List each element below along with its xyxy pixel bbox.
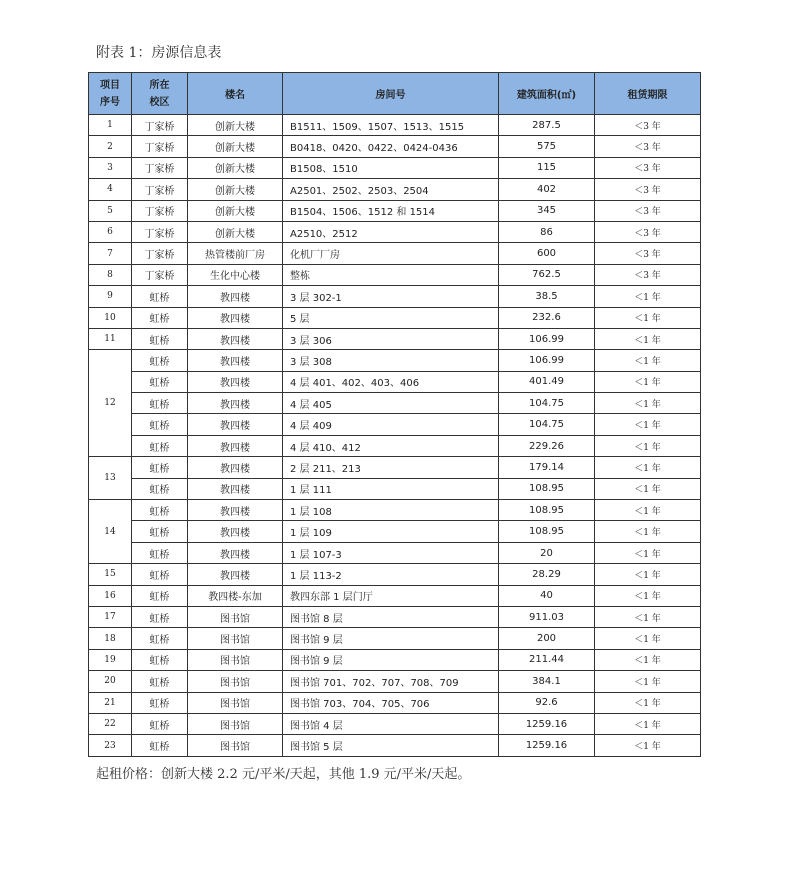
area-cell: 232.6 <box>499 307 595 328</box>
room-cell: 4 层 401、402、403、406 <box>283 371 499 392</box>
campus-cell: 虹桥 <box>132 671 188 692</box>
room-cell: 1 层 108 <box>283 500 499 521</box>
table-row <box>89 371 701 392</box>
term-cell: ＜1 年 <box>595 606 701 627</box>
term-cell: ＜1 年 <box>595 671 701 692</box>
building-cell: 教四楼 <box>188 393 283 414</box>
item-no-cell: 17 <box>89 606 132 627</box>
campus-cell: 虹桥 <box>132 735 188 756</box>
item-no-cell: 19 <box>89 649 132 670</box>
item-no-cell: 23 <box>89 735 132 756</box>
item-no-cell: 20 <box>89 671 132 692</box>
area-cell: 86 <box>499 221 595 242</box>
area-cell: 179.14 <box>499 457 595 478</box>
area-cell: 40 <box>499 585 595 606</box>
area-cell: 401.49 <box>499 371 595 392</box>
table-row <box>89 542 701 563</box>
table-row <box>89 521 701 542</box>
room-cell: B1511、1509、1507、1513、1515 <box>283 115 499 136</box>
building-cell: 教四楼 <box>188 307 283 328</box>
area-cell: 108.95 <box>499 521 595 542</box>
room-info-table <box>88 72 701 757</box>
building-cell: 创新大楼 <box>188 157 283 178</box>
campus-cell: 丁家桥 <box>132 136 188 157</box>
building-cell: 教四楼 <box>188 328 283 349</box>
room-cell: B0418、0420、0422、0424-0436 <box>283 136 499 157</box>
table-row <box>89 564 701 585</box>
area-cell: 92.6 <box>499 692 595 713</box>
table-row <box>89 713 701 734</box>
item-no-cell: 22 <box>89 713 132 734</box>
campus-cell: 虹桥 <box>132 500 188 521</box>
campus-cell: 虹桥 <box>132 435 188 456</box>
term-cell: ＜3 年 <box>595 221 701 242</box>
building-cell: 生化中心楼 <box>188 264 283 285</box>
term-cell: ＜3 年 <box>595 136 701 157</box>
room-cell: 化机厂厂房 <box>283 243 499 264</box>
area-cell: 287.5 <box>499 115 595 136</box>
term-cell: ＜3 年 <box>595 115 701 136</box>
campus-cell: 虹桥 <box>132 371 188 392</box>
area-cell: 762.5 <box>499 264 595 285</box>
room-cell: 图书馆 9 层 <box>283 649 499 670</box>
area-cell: 600 <box>499 243 595 264</box>
header-room: 房间号 <box>283 73 499 115</box>
item-no-cell: 13 <box>89 457 132 500</box>
term-cell: ＜1 年 <box>595 307 701 328</box>
building-cell: 教四楼 <box>188 414 283 435</box>
term-cell: ＜3 年 <box>595 264 701 285</box>
building-cell: 教四楼-东加 <box>188 585 283 606</box>
item-no-cell: 2 <box>89 136 132 157</box>
table-row <box>89 585 701 606</box>
term-cell: ＜1 年 <box>595 564 701 585</box>
building-cell: 图书馆 <box>188 606 283 627</box>
room-cell: 2 层 211、213 <box>283 457 499 478</box>
room-cell: 1 层 107-3 <box>283 542 499 563</box>
room-cell: 3 层 302-1 <box>283 286 499 307</box>
area-cell: 104.75 <box>499 393 595 414</box>
room-cell: 1 层 111 <box>283 478 499 499</box>
item-no-cell: 1 <box>89 115 132 136</box>
area-cell: 211.44 <box>499 649 595 670</box>
header-campus-line2: 校区 <box>149 96 170 108</box>
room-cell: 整栋 <box>283 264 499 285</box>
campus-cell: 丁家桥 <box>132 243 188 264</box>
item-no-cell: 10 <box>89 307 132 328</box>
term-cell: ＜1 年 <box>595 393 701 414</box>
term-cell: ＜1 年 <box>595 478 701 499</box>
table-row <box>89 649 701 670</box>
building-cell: 教四楼 <box>188 564 283 585</box>
building-cell: 图书馆 <box>188 671 283 692</box>
item-no-cell: 6 <box>89 221 132 242</box>
campus-cell: 虹桥 <box>132 350 188 371</box>
room-cell: 图书馆 9 层 <box>283 628 499 649</box>
item-no-cell: 4 <box>89 179 132 200</box>
campus-cell: 虹桥 <box>132 393 188 414</box>
term-cell: ＜1 年 <box>595 286 701 307</box>
term-cell: ＜1 年 <box>595 713 701 734</box>
term-cell: ＜1 年 <box>595 649 701 670</box>
item-no-cell: 18 <box>89 628 132 649</box>
room-cell: 3 层 308 <box>283 350 499 371</box>
room-cell: 1 层 113-2 <box>283 564 499 585</box>
campus-cell: 虹桥 <box>132 414 188 435</box>
header-item-no-line1: 项目 <box>100 79 120 91</box>
campus-cell: 虹桥 <box>132 286 188 307</box>
room-cell: 图书馆 701、702、707、708、709 <box>283 671 499 692</box>
area-cell: 345 <box>499 200 595 221</box>
table-row <box>89 243 701 264</box>
table-row <box>89 264 701 285</box>
table-row <box>89 393 701 414</box>
building-cell: 图书馆 <box>188 735 283 756</box>
table-row <box>89 307 701 328</box>
area-cell: 20 <box>499 542 595 563</box>
table-row <box>89 671 701 692</box>
area-cell: 1259.16 <box>499 735 595 756</box>
term-cell: ＜1 年 <box>595 371 701 392</box>
room-cell: B1508、1510 <box>283 157 499 178</box>
item-no-cell: 15 <box>89 564 132 585</box>
building-cell: 图书馆 <box>188 649 283 670</box>
table-header-row <box>89 73 701 115</box>
area-cell: 104.75 <box>499 414 595 435</box>
campus-cell: 虹桥 <box>132 606 188 627</box>
room-cell: A2510、2512 <box>283 221 499 242</box>
campus-cell: 丁家桥 <box>132 200 188 221</box>
area-cell: 575 <box>499 136 595 157</box>
table-row <box>89 735 701 756</box>
term-cell: ＜1 年 <box>595 350 701 371</box>
table-row <box>89 414 701 435</box>
table-body <box>89 115 701 757</box>
campus-cell: 丁家桥 <box>132 221 188 242</box>
table-row <box>89 157 701 178</box>
item-no-cell: 3 <box>89 157 132 178</box>
table-row <box>89 221 701 242</box>
area-cell: 200 <box>499 628 595 649</box>
room-cell: B1504、1506、1512 和 1514 <box>283 200 499 221</box>
header-item-no-line2: 序号 <box>100 96 120 108</box>
table-row <box>89 115 701 136</box>
room-cell: 4 层 410、412 <box>283 435 499 456</box>
building-cell: 创新大楼 <box>188 179 283 200</box>
room-cell: 4 层 405 <box>283 393 499 414</box>
room-cell: 图书馆 4 层 <box>283 713 499 734</box>
area-cell: 106.99 <box>499 350 595 371</box>
term-cell: ＜1 年 <box>595 457 701 478</box>
campus-cell: 虹桥 <box>132 521 188 542</box>
campus-cell: 虹桥 <box>132 585 188 606</box>
term-cell: ＜1 年 <box>595 414 701 435</box>
campus-cell: 虹桥 <box>132 542 188 563</box>
table-row <box>89 286 701 307</box>
area-cell: 229.26 <box>499 435 595 456</box>
room-cell: 图书馆 703、704、705、706 <box>283 692 499 713</box>
table-row <box>89 500 701 521</box>
item-no-cell: 11 <box>89 328 132 349</box>
room-cell: 图书馆 8 层 <box>283 606 499 627</box>
header-building: 楼名 <box>188 73 283 115</box>
building-cell: 教四楼 <box>188 435 283 456</box>
table-row <box>89 628 701 649</box>
term-cell: ＜1 年 <box>595 435 701 456</box>
building-cell: 图书馆 <box>188 692 283 713</box>
table-row <box>89 350 701 371</box>
table-caption: 附表 1：房源信息表 <box>96 45 222 61</box>
table-row <box>89 606 701 627</box>
building-cell: 图书馆 <box>188 628 283 649</box>
room-cell: 1 层 109 <box>283 521 499 542</box>
building-cell: 教四楼 <box>188 350 283 371</box>
building-cell: 教四楼 <box>188 371 283 392</box>
building-cell: 教四楼 <box>188 500 283 521</box>
header-area: 建筑面积(㎡) <box>499 73 595 115</box>
building-cell: 教四楼 <box>188 521 283 542</box>
building-cell: 教四楼 <box>188 457 283 478</box>
rent-price-note: 起租价格：创新大楼 2.2 元/平米/天起，其他 1.9 元/平米/天起。 <box>96 767 471 782</box>
table-row <box>89 457 701 478</box>
campus-cell: 虹桥 <box>132 564 188 585</box>
term-cell: ＜3 年 <box>595 179 701 200</box>
room-cell: 4 层 409 <box>283 414 499 435</box>
area-cell: 38.5 <box>499 286 595 307</box>
item-no-cell: 9 <box>89 286 132 307</box>
table-row <box>89 136 701 157</box>
term-cell: ＜1 年 <box>595 692 701 713</box>
term-cell: ＜3 年 <box>595 200 701 221</box>
campus-cell: 虹桥 <box>132 713 188 734</box>
room-cell: 教四东部 1 层门厅 <box>283 585 499 606</box>
header-term: 租赁期限 <box>595 73 701 115</box>
campus-cell: 虹桥 <box>132 478 188 499</box>
item-no-cell: 16 <box>89 585 132 606</box>
building-cell: 图书馆 <box>188 713 283 734</box>
building-cell: 创新大楼 <box>188 221 283 242</box>
term-cell: ＜1 年 <box>595 521 701 542</box>
campus-cell: 丁家桥 <box>132 264 188 285</box>
building-cell: 创新大楼 <box>188 200 283 221</box>
header-campus-line1: 所在 <box>149 79 170 91</box>
item-no-cell: 14 <box>89 500 132 564</box>
area-cell: 108.95 <box>499 500 595 521</box>
term-cell: ＜1 年 <box>595 735 701 756</box>
table-row <box>89 692 701 713</box>
term-cell: ＜3 年 <box>595 157 701 178</box>
campus-cell: 虹桥 <box>132 457 188 478</box>
table-row <box>89 435 701 456</box>
table-row <box>89 200 701 221</box>
area-cell: 115 <box>499 157 595 178</box>
building-cell: 创新大楼 <box>188 136 283 157</box>
area-cell: 384.1 <box>499 671 595 692</box>
area-cell: 108.95 <box>499 478 595 499</box>
building-cell: 热管楼前厂房 <box>188 243 283 264</box>
campus-cell: 虹桥 <box>132 328 188 349</box>
term-cell: ＜1 年 <box>595 585 701 606</box>
header-item-no <box>89 73 132 115</box>
item-no-cell: 8 <box>89 264 132 285</box>
campus-cell: 虹桥 <box>132 307 188 328</box>
item-no-cell: 5 <box>89 200 132 221</box>
building-cell: 创新大楼 <box>188 115 283 136</box>
campus-cell: 丁家桥 <box>132 115 188 136</box>
term-cell: ＜1 年 <box>595 542 701 563</box>
item-no-cell: 12 <box>89 350 132 457</box>
term-cell: ＜1 年 <box>595 500 701 521</box>
table-row <box>89 478 701 499</box>
area-cell: 28.29 <box>499 564 595 585</box>
campus-cell: 虹桥 <box>132 692 188 713</box>
building-cell: 教四楼 <box>188 542 283 563</box>
building-cell: 教四楼 <box>188 286 283 307</box>
item-no-cell: 21 <box>89 692 132 713</box>
room-cell: A2501、2502、2503、2504 <box>283 179 499 200</box>
building-cell: 教四楼 <box>188 478 283 499</box>
area-cell: 106.99 <box>499 328 595 349</box>
area-cell: 1259.16 <box>499 713 595 734</box>
term-cell: ＜1 年 <box>595 628 701 649</box>
item-no-cell: 7 <box>89 243 132 264</box>
room-cell: 5 层 <box>283 307 499 328</box>
campus-cell: 丁家桥 <box>132 157 188 178</box>
term-cell: ＜1 年 <box>595 328 701 349</box>
campus-cell: 虹桥 <box>132 649 188 670</box>
area-cell: 911.03 <box>499 606 595 627</box>
area-cell: 402 <box>499 179 595 200</box>
term-cell: ＜3 年 <box>595 243 701 264</box>
room-cell: 图书馆 5 层 <box>283 735 499 756</box>
campus-cell: 丁家桥 <box>132 179 188 200</box>
table-row <box>89 328 701 349</box>
table-row <box>89 179 701 200</box>
header-campus <box>132 73 188 115</box>
room-cell: 3 层 306 <box>283 328 499 349</box>
campus-cell: 虹桥 <box>132 628 188 649</box>
